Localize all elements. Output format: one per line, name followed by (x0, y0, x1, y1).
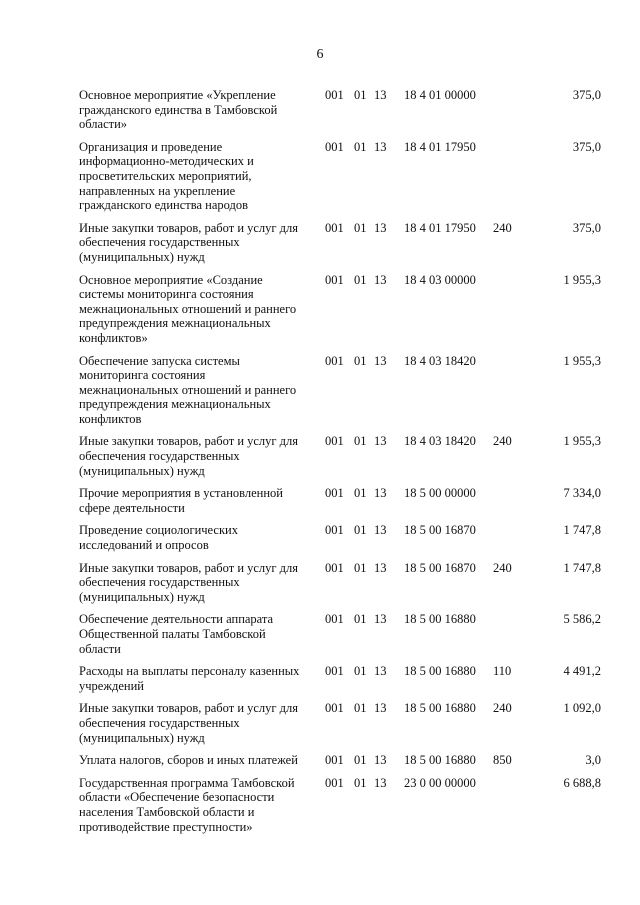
target-article-code: 18 4 01 17950 (404, 139, 476, 154)
ved-code: 001 (325, 434, 344, 449)
row-name: Уплата налогов, сборов и иных платежей (79, 753, 298, 768)
target-article-code: 18 4 03 18420 (404, 353, 476, 368)
subsection-code: 13 (374, 664, 387, 679)
ved-code: 001 (325, 753, 344, 768)
amount: 3,0 (585, 753, 601, 768)
subsection-code: 13 (374, 272, 387, 287)
ved-code: 001 (325, 612, 344, 627)
section-code: 01 (354, 701, 367, 716)
table-row (0, 753, 640, 768)
subsection-code: 13 (374, 775, 387, 790)
row-name: Проведение социологических исследований и опросов (79, 523, 238, 553)
amount: 6 688,8 (563, 775, 601, 790)
table-row (0, 523, 640, 552)
target-article-code: 18 5 00 16880 (404, 612, 476, 627)
target-article-code: 23 0 00 00000 (404, 775, 476, 790)
table-row (0, 776, 640, 834)
section-code: 01 (354, 664, 367, 679)
section-code: 01 (354, 434, 367, 449)
row-name: Прочие мероприятия в установленной сфере деятельности (79, 486, 283, 515)
page-number: 6 (316, 47, 324, 62)
section-code: 01 (354, 353, 367, 368)
target-article-code: 18 4 01 17950 (404, 220, 476, 235)
target-article-code: 18 5 00 16880 (404, 664, 476, 679)
row-name: Иные закупки товаров, работ и услуг для обеспечения государственных (муниципальных) нужд (79, 560, 299, 604)
subsection-code: 13 (374, 353, 387, 368)
ved-code: 001 (325, 353, 344, 368)
table-row (0, 354, 640, 427)
row-name: Организация и проведение информационно-методических и просветительских мероприятий, направленных на укрепление гражданского единства народов (79, 139, 254, 213)
subsection-code: 13 (374, 139, 387, 154)
row-name: Основное мероприятие «Создание системы мониторинга состояния межнациональных отношений и раннего предупреждения межнациональных конфликтов» (79, 272, 297, 345)
row-name: Иные закупки товаров, работ и услуг для обеспечения государственных (муниципальных) нужд (79, 701, 299, 745)
ved-code: 001 (325, 486, 344, 501)
subsection-code: 13 (374, 88, 387, 102)
ved-code: 001 (325, 272, 344, 287)
section-code: 01 (354, 139, 367, 154)
table-row (0, 701, 640, 745)
target-article-code: 18 4 01 00000 (404, 88, 476, 102)
ved-code: 001 (325, 664, 344, 679)
amount: 1 747,8 (563, 560, 601, 575)
budget-table (0, 88, 640, 842)
section-code: 01 (354, 753, 367, 768)
expense-type-code: 240 (493, 434, 512, 449)
section-code: 01 (354, 220, 367, 235)
subsection-code: 13 (374, 523, 387, 538)
amount: 1 955,3 (563, 353, 601, 368)
expense-type-code: 240 (493, 701, 512, 716)
subsection-code: 13 (374, 612, 387, 627)
ved-code: 001 (325, 523, 344, 538)
subsection-code: 13 (374, 434, 387, 449)
amount: 5 586,2 (563, 612, 601, 627)
target-article-code: 18 5 00 16880 (404, 753, 476, 768)
table-row (0, 273, 640, 346)
target-article-code: 18 4 03 18420 (404, 434, 476, 449)
row-name: Обеспечение запуска системы мониторинга состояния межнациональных отношений и раннего предупреждения межнациональных конфликтов (79, 353, 297, 426)
expense-type-code: 240 (493, 220, 512, 235)
amount: 375,0 (572, 88, 601, 102)
amount: 1 092,0 (563, 701, 601, 716)
table-row (0, 561, 640, 605)
table-row (0, 221, 640, 265)
ved-code: 001 (325, 139, 344, 154)
table-row (0, 664, 640, 693)
ved-code: 001 (325, 220, 344, 235)
section-code: 01 (354, 523, 367, 538)
target-article-code: 18 5 00 16870 (404, 560, 476, 575)
amount: 375,0 (572, 139, 601, 154)
target-article-code: 18 5 00 16880 (404, 701, 476, 716)
expense-type-code: 850 (493, 753, 512, 768)
row-name: Расходы на выплаты персоналу казенных учреждений (79, 664, 300, 693)
ved-code: 001 (325, 88, 344, 102)
target-article-code: 18 5 00 16870 (404, 523, 476, 538)
target-article-code: 18 4 03 00000 (404, 272, 476, 287)
expense-type-code: 240 (493, 560, 512, 575)
row-name: Основное мероприятие «Укрепление гражданского единства в Тамбовской области» (79, 88, 278, 132)
section-code: 01 (354, 612, 367, 627)
ved-code: 001 (325, 775, 344, 790)
expense-type-code: 110 (493, 664, 512, 679)
section-code: 01 (354, 560, 367, 575)
amount: 1 747,8 (563, 523, 601, 538)
table-row (0, 434, 640, 478)
table-row (0, 140, 640, 213)
row-name: Иные закупки товаров, работ и услуг для обеспечения государственных (муниципальных) нужд (79, 434, 299, 478)
row-name: Государственная программа Тамбовской области «Обеспечение безопасности населения Тамбовской области и противодействие преступности» (79, 775, 295, 834)
section-code: 01 (354, 775, 367, 790)
section-code: 01 (354, 486, 367, 501)
target-article-code: 18 5 00 00000 (404, 486, 476, 501)
table-row (0, 88, 640, 132)
table-row (0, 486, 640, 515)
subsection-code: 13 (374, 486, 387, 501)
amount: 4 491,2 (563, 664, 601, 679)
section-code: 01 (354, 272, 367, 287)
amount: 1 955,3 (563, 434, 601, 449)
amount: 375,0 (572, 220, 601, 235)
table-row (0, 612, 640, 656)
row-name: Иные закупки товаров, работ и услуг для обеспечения государственных (муниципальных) нужд (79, 220, 299, 264)
subsection-code: 13 (374, 560, 387, 575)
subsection-code: 13 (374, 220, 387, 235)
amount: 7 334,0 (563, 486, 601, 501)
section-code: 01 (354, 88, 367, 102)
ved-code: 001 (325, 701, 344, 716)
row-name: Обеспечение деятельности аппарата Общественной палаты Тамбовской области (79, 612, 274, 656)
subsection-code: 13 (374, 701, 387, 716)
ved-code: 001 (325, 560, 344, 575)
amount: 1 955,3 (563, 272, 601, 287)
subsection-code: 13 (374, 753, 387, 768)
